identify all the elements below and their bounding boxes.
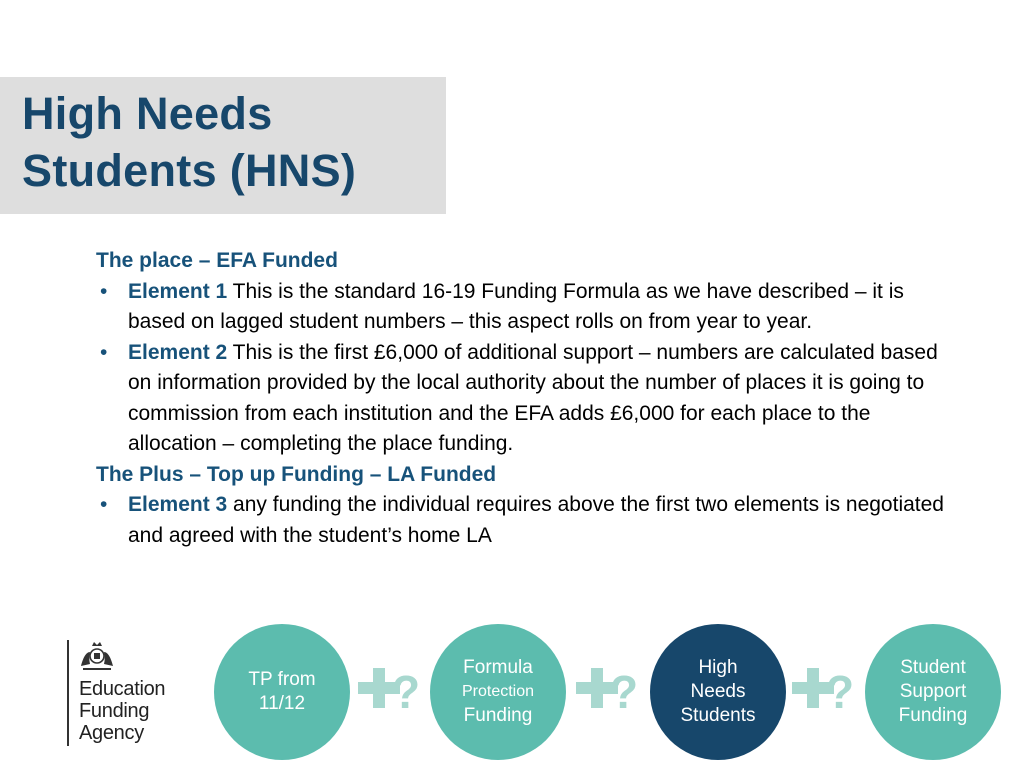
bullet-text: This is the first £6,000 of additional support – numbers are calculated based on information provided by the local authority about the number of places it is going to commission from each institution and the EFA adds £6,000 for each place to the allocation – completing the place funding.	[128, 340, 938, 455]
plus-question-icon	[358, 664, 424, 714]
circle-high-needs	[650, 624, 786, 760]
circle-line: Funding	[463, 705, 533, 726]
circle-line: 11/12	[258, 693, 306, 714]
plus-question-icon	[792, 664, 858, 714]
section-heading-plus: The Plus – Top up Funding – LA Funded	[96, 462, 497, 486]
logo-wordmark	[79, 678, 165, 744]
logo-divider	[67, 640, 69, 746]
page-title	[22, 85, 356, 199]
bullet-element-2	[96, 338, 956, 460]
svg-text:?: ?	[392, 666, 421, 714]
logo-line-1: Education	[79, 678, 166, 700]
plus-question-icon	[576, 664, 642, 714]
section-heading-place: The place – EFA Funded	[96, 249, 338, 272]
bullet-dot: •	[100, 493, 108, 516]
bullet-element-1	[96, 277, 956, 338]
title-line-1: High Needs	[22, 88, 273, 139]
bullet-text: any funding the individual requires above the first two elements is negotiated and agreed with the student’s home LA	[128, 493, 944, 547]
slide-content	[96, 246, 956, 551]
bullet-dot: •	[100, 279, 108, 303]
circle-student-support	[865, 624, 1001, 760]
svg-text:?: ?	[610, 666, 639, 714]
svg-text:?: ?	[826, 666, 855, 714]
circle-line: Protection	[461, 683, 535, 700]
circle-line: Students	[680, 705, 756, 726]
title-line-2: Students (HNS)	[22, 145, 357, 196]
bullet-lead: Element 1	[128, 279, 228, 303]
circle-line: TP from	[248, 669, 316, 690]
bullet-lead: Element 2	[128, 340, 228, 364]
circle-line: Support	[899, 681, 967, 702]
circle-line: Formula	[463, 657, 533, 678]
circle-line: High	[698, 657, 738, 678]
circle-line: Funding	[898, 705, 968, 726]
title-banner	[0, 77, 446, 214]
logo-line-3: Agency	[79, 722, 144, 744]
circle-tp-from	[214, 624, 350, 760]
bullet-element-3	[96, 490, 956, 551]
logo-line-2: Funding	[79, 700, 150, 722]
circle-formula-protection	[430, 624, 566, 760]
bullet-dot: •	[100, 340, 108, 364]
bullet-lead: Element 3	[128, 493, 228, 516]
efa-logo	[67, 640, 187, 752]
circle-line: Needs	[690, 681, 746, 702]
bullet-text: This is the standard 16-19 Funding Formula as we have described – it is based on lagged student numbers – this aspect rolls on from year to year.	[128, 279, 904, 333]
circle-line: Student	[900, 657, 966, 678]
royal-crest-icon	[77, 640, 117, 674]
